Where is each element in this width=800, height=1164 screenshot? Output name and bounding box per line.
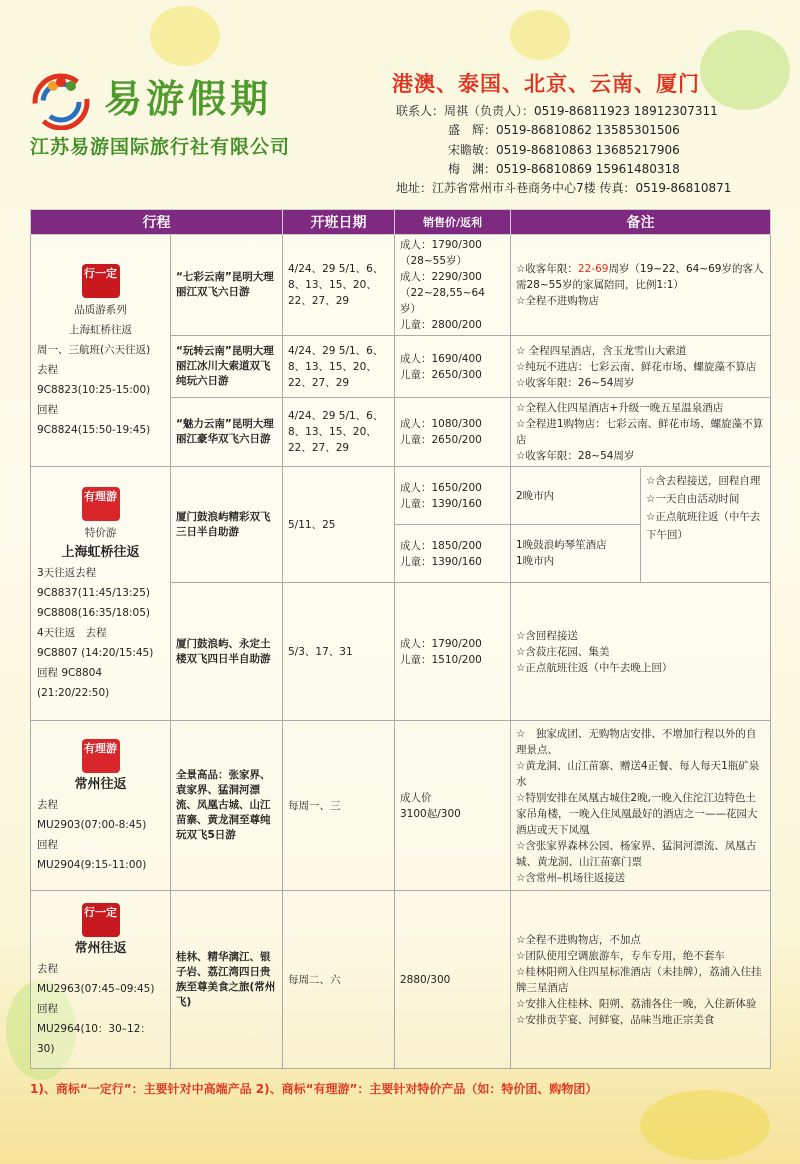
header <box>0 0 800 205</box>
flight-number: (21:20/22:50) <box>37 686 110 699</box>
flight-label: 回程 <box>37 1002 58 1015</box>
price: 成人价 3100起/300 <box>395 721 511 891</box>
flight-label: 去程 <box>37 798 58 811</box>
flight-schedule: 3天往返去程 <box>37 566 97 579</box>
departure-dates: 4/24、29 5/1、6、8、13、15、20、22、27、29 <box>283 398 395 467</box>
contact-phone: ：0519-86811923 18912307311 <box>522 104 718 118</box>
flight-label: 去程 <box>37 363 58 376</box>
flight-number: 9C8824(15:50-19:45) <box>37 423 151 436</box>
departure-dates: 4/24、29 5/1、6、8、13、15、20、22、27、29 <box>283 235 395 336</box>
contact-phone: ：0519-86810862 13585301506 <box>484 123 680 138</box>
brand-badge: 行一定 <box>82 903 120 937</box>
contact-label: 联系人： <box>396 104 445 118</box>
flight-number: MU2963(07:45–09:45) <box>37 982 155 995</box>
note-text: 周岁（19~22、64~69岁的客人需28~55岁的家属陪同，比例1:1） ☆全程不进购物店 <box>516 263 764 307</box>
route-name: “玩转云南”昆明大理丽江冰川大索道双飞纯玩六日游 <box>171 336 283 398</box>
table-row <box>31 467 771 525</box>
flight-label: 回程 <box>37 838 58 851</box>
route-name: 厦门鼓浪屿精彩双飞三日半自助游 <box>171 467 283 583</box>
flight-number: 回程 9C8804 <box>37 666 103 679</box>
notes: ☆ 全程四星酒店，含玉龙雪山大索道 ☆纯玩不进店：七彩云南、鲜花市场、螺旋藻不算店 ☆收客年限：26~54周岁 <box>511 336 771 398</box>
flight-number: MU2904(9:15-11:00) <box>37 858 147 871</box>
price: 成人：1790/300（28~55岁） 成人：2290/300（22~28,55~64岁） 儿童：2800/200 <box>395 235 511 336</box>
address: 地址：江苏省常州市斗巷商务中心7楼 传真：0519-86810871 <box>396 181 732 196</box>
destinations: 港澳、泰国、北京、云南、厦门 <box>392 72 700 96</box>
header-price: 销售价/返利 <box>395 210 511 235</box>
table-row <box>31 721 771 891</box>
itinerary-table <box>30 209 771 1069</box>
header-itinerary: 行程 <box>31 210 283 235</box>
price: 成人：1080/300 儿童：2650/200 <box>395 398 511 467</box>
flight-schedule: 周一、三航班(六天往返) <box>37 343 151 356</box>
table-row <box>31 235 771 336</box>
contact-row <box>396 121 731 140</box>
flight-number: 9C8837(11:45/13:25) <box>37 586 150 599</box>
notes <box>511 235 771 336</box>
route-name: “七彩云南”昆明大理丽江双飞六日游 <box>171 235 283 336</box>
departure-dates: 4/24、29 5/1、6、8、13、15、20、22、27、29 <box>283 336 395 398</box>
company-name: 江苏易游国际旅行社有限公司 <box>30 136 291 158</box>
notes: ☆含回程接送 ☆含菽庄花园、集美 ☆正点航班往返（中午去晚上回） <box>511 583 771 721</box>
section-info <box>31 721 171 891</box>
flight-number: 9C8808(16:35/18:05) <box>37 606 150 619</box>
departure-dates: 5/3、17、31 <box>283 583 395 721</box>
flight-schedule: 4天往返 去程 <box>37 626 107 639</box>
departure-city: 常州往返 <box>74 940 127 956</box>
contact-list <box>396 102 731 198</box>
note-text: ☆含去程接送，回程自理 ☆一天自由活动时间 ☆正点航班往返（中午去下午回） <box>646 474 761 541</box>
header-dates: 开班日期 <box>283 210 395 235</box>
notes: ☆全程不进购物店，不加点 ☆团队使用空调旅游车，专车专用，绝不套车 ☆桂林阳朔入住四星标准酒店（未挂牌），荔浦入住挂牌三星酒店 ☆安排入住桂林、阳朔、荔浦各住一晚，入住新体验 ☆安排贡芋宴、河鲜宴，品味当地正宗美食 <box>511 891 771 1069</box>
contact-name: 宋瞻敏 <box>448 142 485 157</box>
route-name: 全景高品：张家界、袁家界、猛洞河漂流、凤凰古城、山江苗寨、黄龙洞至尊纯玩双飞5日游 <box>171 721 283 891</box>
notes: ☆ 独家成团、无购物店安排、不增加行程以外的自理景点、 ☆黄龙洞、山江苗寨、赠送4正餐、每人每天1瓶矿泉水 ☆特别安排在凤凰古城住2晚,一晚入住沱江边特色土家吊角楼，一晚入住凤凰最好的酒店之一——花园大酒店或天下凤凰 ☆含张家界森林公园、杨家界、猛洞河漂流、凤凰古城、黄龙洞、山江苗寨门票 ☆含常州–机场往返接送 <box>511 721 771 891</box>
contact-name: 周祺（负责人） <box>444 104 523 118</box>
section-info <box>31 467 171 721</box>
route-name: 厦门鼓浪屿、永定土楼双飞四日半自助游 <box>171 583 283 721</box>
route-name: “魅力云南”昆明大理丽江豪华双飞六日游 <box>171 398 283 467</box>
contact-row <box>396 141 731 160</box>
brand-badge: 有理游 <box>82 739 120 773</box>
flight-number: 9C8807 (14:20/15:45) <box>37 646 154 659</box>
price: 成人：1690/400 儿童：2650/300 <box>395 336 511 398</box>
footer-note: 1)、商标“一定行”：主要针对中高端产品 2)、商标“有理游”：主要针对特价产品（如：特价团、购物团） <box>30 1082 598 1096</box>
flight-number: 9C8823(10:25-15:00) <box>37 383 151 396</box>
contact-row <box>396 102 731 121</box>
price: 成人：1790/200 儿童：1510/200 <box>395 583 511 721</box>
hotel-option: 1晚鼓浪屿琴笙酒店 1晚市内 <box>516 539 607 568</box>
section-info <box>31 235 171 467</box>
contact-name: 梅 渊 <box>448 161 485 176</box>
contact-phone: ：0519-86810863 13685217906 <box>484 142 680 157</box>
table-row <box>31 891 771 1069</box>
departure-city: 上海虹桥往返 <box>69 323 132 336</box>
route-name: 桂林、精华漓江、银子岩、荔江湾四日贵族至尊美食之旅(常州飞) <box>171 891 283 1069</box>
hotel-option: 2晚市内 <box>511 468 640 526</box>
departure-dates: 每周二、六 <box>283 891 395 1069</box>
price: 成人：1650/200 儿童：1390/160 <box>395 467 511 525</box>
note-text: ☆收客年限： <box>516 263 578 275</box>
brand-badge: 行一定 <box>82 264 120 298</box>
logo-icon <box>30 72 92 130</box>
header-notes: 备注 <box>511 210 771 235</box>
brand-badge: 有理游 <box>82 487 120 521</box>
contact-phone: ：0519-86810869 15961480318 <box>484 161 680 176</box>
flight-number: MU2964(10：30–12：30) <box>37 1022 151 1055</box>
logo-title: 易游假期 <box>104 76 273 121</box>
departure-city: 常州往返 <box>74 776 127 792</box>
flight-label: 去程 <box>37 962 58 975</box>
age-range: 22-69 <box>577 263 609 275</box>
departure-dates: 每周一、三 <box>283 721 395 891</box>
departure-dates: 5/11、25 <box>283 467 395 583</box>
flight-label: 回程 <box>37 403 58 416</box>
notes: ☆全程入住四星酒店+升级一晚五星温泉酒店 ☆全程进1购物店：七彩云南、鲜花市场、螺旋藻不算店 ☆收客年限：28~54周岁 <box>511 398 771 467</box>
notes <box>511 467 771 583</box>
flight-number: MU2903(07:00-8:45) <box>37 818 147 831</box>
contact-row <box>396 160 731 179</box>
flower-decoration <box>640 1090 770 1160</box>
section-info <box>31 891 171 1069</box>
series-label: 品质游系列 <box>74 303 127 316</box>
series-label: 特价游 <box>84 526 117 539</box>
departure-city: 上海虹桥往返 <box>61 544 140 560</box>
price: 成人：1850/200 儿童：1390/160 <box>395 525 511 583</box>
contact-name: 盛 辉 <box>448 123 485 138</box>
price: 2880/300 <box>395 891 511 1069</box>
